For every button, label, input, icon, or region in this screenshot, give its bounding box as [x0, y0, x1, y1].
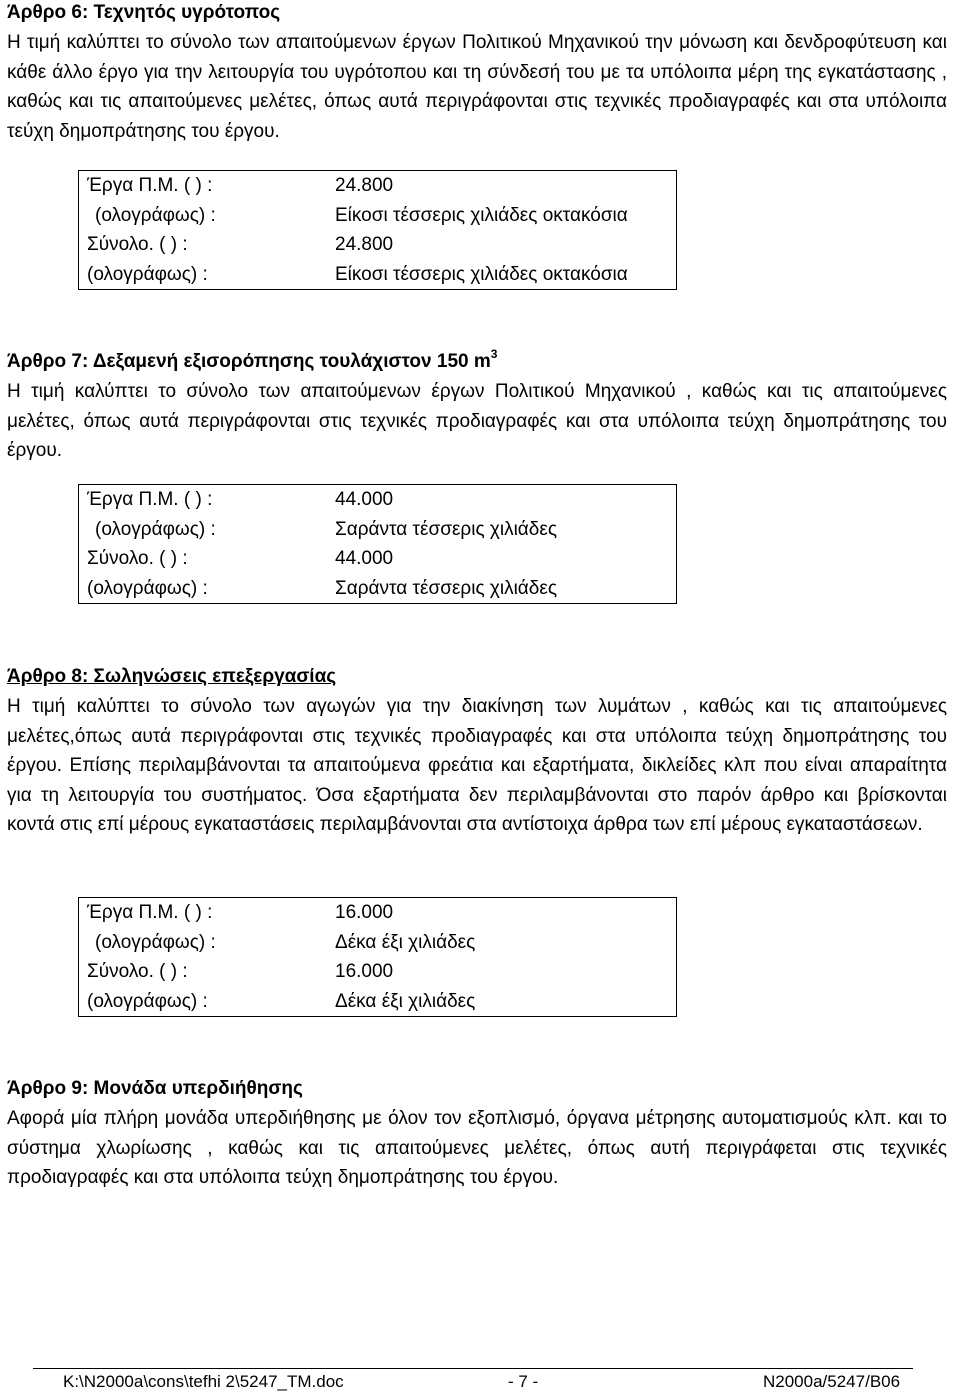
words-label: (ολογράφως) :: [95, 518, 216, 540]
article-9: [7, 1076, 947, 1193]
article-title: Άρθρο 8: Σωληνώσεις επεξεργασίας: [7, 666, 337, 687]
total-label: Σύνολο. ( ) :: [87, 234, 188, 255]
total-row: [79, 230, 676, 260]
total-words-row: [79, 987, 676, 1017]
article-text: Η τιμή καλύπτει το σύνολο των απαιτούμενων έργων Πολιτικού Μηχανικού την μόνωση και δενδροφύτευση και κάθε άλλο έργο για την λειτουργία του υγρότοπου και τη σύνδεσή του με τα υπόλοιπα μέρη της εγκατάστασης , καθώς και τις απαιτούμενες μελέτες, όπως αυτά περιγράφονται στις τεχνικές προδιαγραφές και στα υπόλοιπα τεύχη δημοπράτησης του έργου.: [7, 32, 947, 142]
works-label: Έργα Π.Μ. ( ) :: [87, 489, 213, 510]
price-table: [78, 897, 677, 1017]
works-words: Δέκα έξι χιλιάδες: [335, 931, 476, 953]
article-title: Άρθρο 7: Δεξαμενή εξισορόπησης τουλάχιστον 150 $m^3$: [7, 346, 498, 372]
total-words: Δέκα έξι χιλιάδες: [335, 990, 476, 1012]
article-title: Άρθρο 9: Μονάδα υπερδιήθησης: [7, 1078, 303, 1099]
words-label: (ολογράφως) :: [87, 990, 208, 1012]
total-words-row: [79, 574, 676, 604]
total-words-row: [79, 260, 676, 290]
article-title: Άρθρο 6: Τεχνητός υγρότοπος: [7, 2, 281, 23]
works-words-row: [79, 515, 676, 545]
works-words: Σαράντα τέσσερις χιλιάδες: [335, 518, 557, 540]
words-label: (ολογράφως) :: [87, 263, 208, 285]
article-text: Αφορά μία πλήρη μονάδα υπερδιήθησης με όλον τον εξοπλισμό, όργανα μέτρησης αυτοματισμούς κλπ. και το σύστημα χλωρίωσης , καθώς και τις απαιτούμενες μελέτες, όπως αυτή περιγράφεται στις τεχνικές προδιαγραφές και στα υπόλοιπα τεύχη δημοπράτησης του έργου.: [7, 1108, 947, 1188]
works-words: Είκοσι τέσσερις χιλιάδες οκτακόσια: [335, 204, 628, 226]
works-value: 16.000: [335, 902, 394, 923]
works-label: Έργα Π.Μ. ( ) :: [87, 175, 213, 196]
article-7: [7, 346, 947, 466]
total-words: Σαράντα τέσσερις χιλιάδες: [335, 577, 557, 599]
page-footer: [33, 1368, 913, 1394]
article-text: Η τιμή καλύπτει το σύνολο των αγωγών για την διακίνηση των λυμάτων , καθώς και τις απαιτούμενες μελέτες,όπως αυτά περιγράφονται στις τεχνικές προδιαγραφές και στα υπόλοιπα τεύχη δημοπράτησης του έργου. Επίσης περιλαμβάνονται τα απαιτούμενα φρεάτια και εξαρτήματα, δικλείδες κλπ που είναι απαραίτητα για τη λειτουργία του συστήματος. Όσα εξαρτήματα δεν περιλαμβάνονται στο παρόν άρθρο και βρίσκονται κοντά στις επί μέρους εγκαταστάσεις περιλαμβάνονται στα αντίστοιχα άρθρα των επί μέρους εγκαταστάσεων.: [7, 696, 947, 835]
works-words-row: [79, 201, 676, 231]
words-label: (ολογράφως) :: [95, 204, 216, 226]
article-text: Η τιμή καλύπτει το σύνολο των απαιτούμενων έργων Πολιτικού Μηχανικού , καθώς και τις απαιτούμενες μελέτες, όπως αυτά περιγράφονται στις τεχνικές προδιαγραφές και στα υπόλοιπα τεύχη δημοπράτησης του έργου.: [7, 381, 947, 461]
total-value: 24.800: [335, 234, 394, 255]
works-row: [79, 171, 676, 201]
superscript: 3: [490, 346, 498, 361]
works-row: [79, 898, 676, 928]
total-label: Σύνολο. ( ) :: [87, 548, 188, 569]
words-label: (ολογράφως) :: [87, 577, 208, 599]
price-table: [78, 170, 677, 290]
total-row: [79, 544, 676, 574]
total-row: [79, 957, 676, 987]
works-label: Έργα Π.Μ. ( ) :: [87, 902, 213, 923]
total-value: 16.000: [335, 961, 394, 982]
article-8: [7, 664, 947, 840]
total-value: 44.000: [335, 548, 394, 569]
works-value: 24.800: [335, 175, 394, 196]
works-words-row: [79, 928, 676, 958]
words-label: (ολογράφως) :: [95, 931, 216, 953]
works-value: 44.000: [335, 489, 394, 510]
article-6: [7, 0, 947, 146]
works-row: [79, 485, 676, 515]
footer-page-number: - 7 -: [508, 1372, 539, 1391]
price-table: [78, 484, 677, 604]
total-label: Σύνολο. ( ) :: [87, 961, 188, 982]
footer-file-path: K:\N2000a\cons\tefhi 2\5247_TM.doc: [63, 1372, 344, 1391]
total-words: Είκοσι τέσσερις χιλιάδες οκτακόσια: [335, 263, 628, 285]
footer-doc-code: N2000a/5247/B06: [763, 1372, 901, 1391]
